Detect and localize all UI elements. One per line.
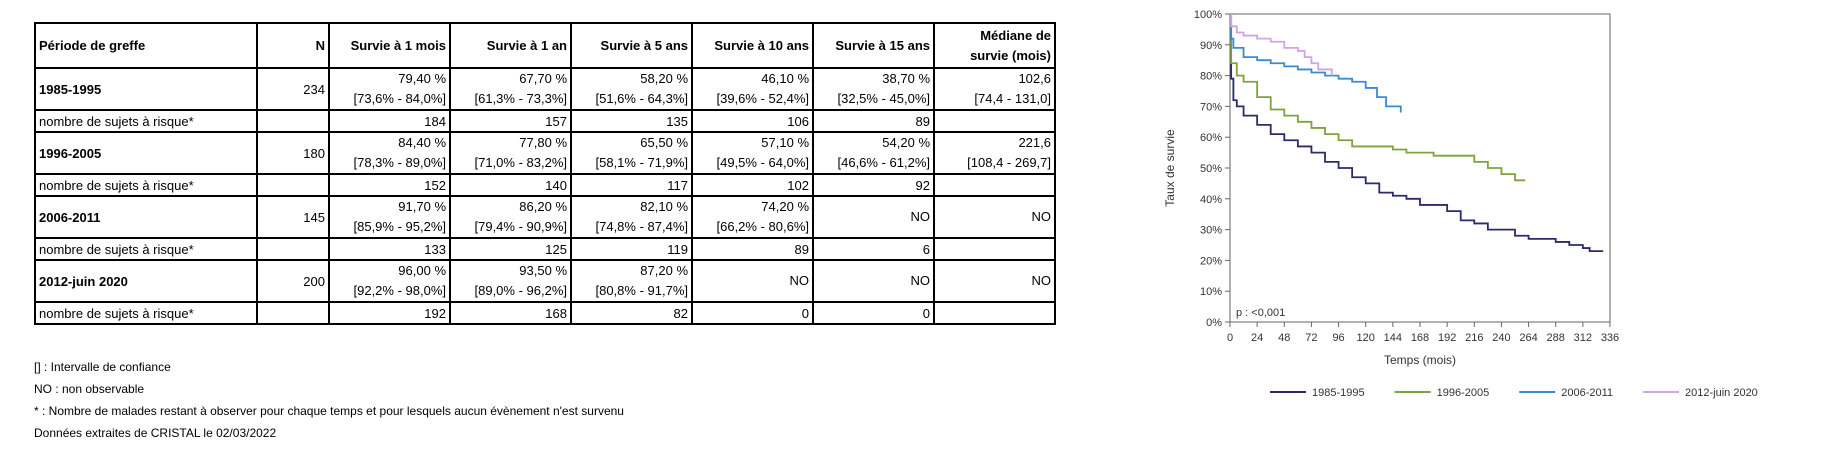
cell-line: 57,10 % <box>761 135 809 150</box>
risk-cell: 82 <box>571 302 692 324</box>
cell-line: [46,6% - 61,2%] <box>837 155 930 170</box>
plot-frame <box>1230 14 1610 322</box>
survival-cell <box>813 68 934 110</box>
x-tick-label: 48 <box>1278 332 1291 344</box>
cell-line: [58,1% - 71,9%] <box>595 155 688 170</box>
survival-cell <box>813 132 934 174</box>
cell-line: [73,6% - 84,0%] <box>353 91 446 106</box>
series-line-2012-juin 2020 <box>1230 14 1332 76</box>
cell-line: [49,5% - 64,0%] <box>716 155 809 170</box>
x-axis-label: Temps (mois) <box>1383 353 1457 367</box>
risk-cell: 168 <box>450 302 571 324</box>
p-value-annotation: p : <0,001 <box>1236 307 1286 319</box>
cell-line: [74,4 - 131,0] <box>974 91 1051 106</box>
survival-cell <box>450 196 571 238</box>
cell-line: 87,20 % <box>640 263 688 278</box>
cell-line: NO <box>1031 209 1051 224</box>
x-tick-label: 168 <box>1410 332 1430 344</box>
risk-cell: 125 <box>450 238 571 260</box>
risk-cell: 119 <box>571 238 692 260</box>
period-label: 1996-2005 <box>35 132 257 174</box>
survival-cell <box>571 196 692 238</box>
y-tick-label: 50% <box>1199 163 1222 175</box>
note-risk: * : Nombre de malades restant à observer pour chaque temps et pour lesquels aucun évènement n'est survenu <box>34 404 624 418</box>
cell-line: 79,40 % <box>398 71 446 86</box>
survival-table <box>34 22 1056 325</box>
x-tick-label: 216 <box>1465 332 1484 344</box>
period-label: 2006-2011 <box>35 196 257 238</box>
survival-cell <box>571 68 692 110</box>
risk-cell: 117 <box>571 174 692 196</box>
survival-cell <box>692 260 813 302</box>
header-6: Survie à 15 ans <box>813 23 934 68</box>
header-1: N <box>257 23 329 68</box>
cell-line: NO <box>789 273 809 288</box>
risk-cell: 152 <box>329 174 450 196</box>
survival-cell <box>934 132 1055 174</box>
cell-line: 93,50 % <box>519 263 567 278</box>
cell-line: [39,6% - 52,4%] <box>716 91 809 106</box>
risk-cell: 102 <box>692 174 813 196</box>
survival-cell <box>692 68 813 110</box>
y-tick-label: 30% <box>1199 224 1222 237</box>
legend-label: 2012-juin 2020 <box>1685 387 1758 399</box>
risk-n-empty <box>257 302 329 324</box>
cell-line: [78,3% - 89,0%] <box>353 155 446 170</box>
footnotes <box>34 356 624 444</box>
header-4: Survie à 5 ans <box>571 23 692 68</box>
period-label: 2012-juin 2020 <box>35 260 257 302</box>
risk-cell: 106 <box>692 110 813 132</box>
survival-cell <box>934 260 1055 302</box>
cell-line: [92,2% - 98,0%] <box>353 283 446 298</box>
risk-cell <box>934 110 1055 132</box>
y-tick-label: 0% <box>1206 317 1222 329</box>
y-axis-label: Taux de survie <box>1163 129 1177 207</box>
x-tick-label: 144 <box>1383 332 1403 344</box>
x-tick-label: 120 <box>1356 332 1375 344</box>
table-row-risk <box>35 302 1055 324</box>
risk-cell: 89 <box>813 110 934 132</box>
risk-cell: 192 <box>329 302 450 324</box>
y-tick-label: 100% <box>1193 9 1222 21</box>
risk-cell: 89 <box>692 238 813 260</box>
header-line: Médiane de <box>980 27 1051 43</box>
survival-cell <box>571 132 692 174</box>
cell-line: 46,10 % <box>761 71 809 86</box>
risk-cell: 140 <box>450 174 571 196</box>
cell-line: [32,5% - 45,0%] <box>837 91 930 106</box>
note-ci: [] : Intervalle de confiance <box>34 360 171 374</box>
period-label: 1985-1995 <box>35 68 257 110</box>
cell-line: 58,20 % <box>640 71 688 86</box>
y-tick-label: 60% <box>1199 132 1222 145</box>
x-tick-label: 288 <box>1546 332 1565 344</box>
header-2: Survie à 1 mois <box>329 23 450 68</box>
risk-cell <box>934 238 1055 260</box>
survival-cell <box>934 68 1055 110</box>
period-n: 234 <box>257 68 329 110</box>
table-row-period <box>35 260 1055 302</box>
x-tick-label: 264 <box>1519 332 1538 344</box>
x-tick-label: 72 <box>1305 332 1318 344</box>
risk-n-empty <box>257 174 329 196</box>
x-tick-label: 312 <box>1573 332 1593 344</box>
table-row-risk <box>35 174 1055 196</box>
risk-cell: 135 <box>571 110 692 132</box>
risk-label: nombre de sujets à risque* <box>35 110 257 132</box>
risk-cell: 0 <box>692 302 813 324</box>
survival-chart <box>1140 0 1840 462</box>
y-tick-label: 20% <box>1199 255 1222 268</box>
cell-line: 67,70 % <box>519 71 567 86</box>
table-row-period <box>35 68 1055 110</box>
note-source: Données extraites de CRISTAL le 02/03/2022 <box>34 426 277 440</box>
y-tick-label: 10% <box>1199 286 1222 299</box>
risk-n-empty <box>257 110 329 132</box>
cell-line: [79,4% - 90,9%] <box>474 219 567 234</box>
header-0: Période de greffe <box>35 23 257 68</box>
header-7 <box>934 23 1055 68</box>
cell-line: 102,6 <box>1018 71 1051 86</box>
survival-cell <box>329 68 450 110</box>
cell-line: NO <box>910 209 930 224</box>
risk-cell <box>934 302 1055 324</box>
cell-line: NO <box>1031 273 1051 288</box>
period-n: 145 <box>257 196 329 238</box>
x-tick-label: 192 <box>1437 332 1457 344</box>
risk-n-empty <box>257 238 329 260</box>
period-n: 180 <box>257 132 329 174</box>
cell-line: [66,2% - 80,6%] <box>716 219 809 234</box>
cell-line: 96,00 % <box>398 263 446 278</box>
cell-line: [108,4 - 269,7] <box>967 155 1051 170</box>
y-tick-label: 90% <box>1199 39 1222 52</box>
x-tick-label: 24 <box>1251 332 1264 344</box>
cell-line: 82,10 % <box>640 199 688 214</box>
risk-cell: 157 <box>450 110 571 132</box>
y-tick-label: 70% <box>1199 101 1222 114</box>
table-header-row <box>35 23 1055 68</box>
cell-line: 221,6 <box>1018 135 1051 150</box>
y-tick-label: 80% <box>1199 70 1222 83</box>
x-tick-label: 0 <box>1226 332 1234 344</box>
cell-line: 84,40 % <box>398 135 446 150</box>
header-line: survie (mois) <box>970 47 1051 63</box>
header-5: Survie à 10 ans <box>692 23 813 68</box>
risk-cell: 6 <box>813 238 934 260</box>
table-row-period <box>35 132 1055 174</box>
risk-label: nombre de sujets à risque* <box>35 174 257 196</box>
table-row-risk <box>35 238 1055 260</box>
cell-line: 86,20 % <box>519 199 567 214</box>
cell-line: NO <box>910 273 930 288</box>
survival-cell <box>692 196 813 238</box>
series-line-1985-1995 <box>1230 14 1603 251</box>
cell-line: [51,6% - 64,3%] <box>595 91 688 106</box>
period-n: 200 <box>257 260 329 302</box>
survival-cell <box>450 260 571 302</box>
legend-label: 2006-2011 <box>1561 387 1614 399</box>
legend-label: 1985-1995 <box>1312 387 1365 399</box>
table-row-risk <box>35 110 1055 132</box>
cell-line: [74,8% - 87,4%] <box>595 219 688 234</box>
risk-cell: 184 <box>329 110 450 132</box>
survival-cell <box>329 132 450 174</box>
cell-line: [61,3% - 73,3%] <box>474 91 567 106</box>
cell-line: 91,70 % <box>398 199 446 214</box>
cell-line: 65,50 % <box>640 135 688 150</box>
survival-cell <box>329 196 450 238</box>
risk-cell: 133 <box>329 238 450 260</box>
cell-line: 77,80 % <box>519 135 567 150</box>
table-row-period <box>35 196 1055 238</box>
cell-line: [89,0% - 96,2%] <box>474 283 567 298</box>
x-tick-label: 336 <box>1600 332 1620 344</box>
cell-line: [71,0% - 83,2%] <box>474 155 567 170</box>
cell-line: [80,8% - 91,7%] <box>595 283 688 298</box>
y-tick-label: 40% <box>1199 193 1222 206</box>
header-3: Survie à 1 an <box>450 23 571 68</box>
cell-line: 54,20 % <box>882 135 930 150</box>
legend-label: 1996-2005 <box>1436 387 1490 399</box>
cell-line: [85,9% - 95,2%] <box>353 219 446 234</box>
risk-label: nombre de sujets à risque* <box>35 302 257 324</box>
risk-cell: 0 <box>813 302 934 324</box>
survival-cell <box>934 196 1055 238</box>
cell-line: 38,70 % <box>882 71 930 86</box>
survival-cell <box>571 260 692 302</box>
table-body <box>35 68 1055 324</box>
risk-cell <box>934 174 1055 196</box>
risk-label: nombre de sujets à risque* <box>35 238 257 260</box>
note-no: NO : non observable <box>34 382 145 396</box>
survival-cell <box>813 260 934 302</box>
survival-cell <box>450 132 571 174</box>
survival-cell <box>329 260 450 302</box>
cell-line: 74,20 % <box>761 199 809 214</box>
survival-cell <box>450 68 571 110</box>
survival-cell <box>692 132 813 174</box>
survival-cell <box>813 196 934 238</box>
risk-cell: 92 <box>813 174 934 196</box>
x-tick-label: 240 <box>1492 332 1511 344</box>
x-tick-label: 96 <box>1332 332 1345 344</box>
